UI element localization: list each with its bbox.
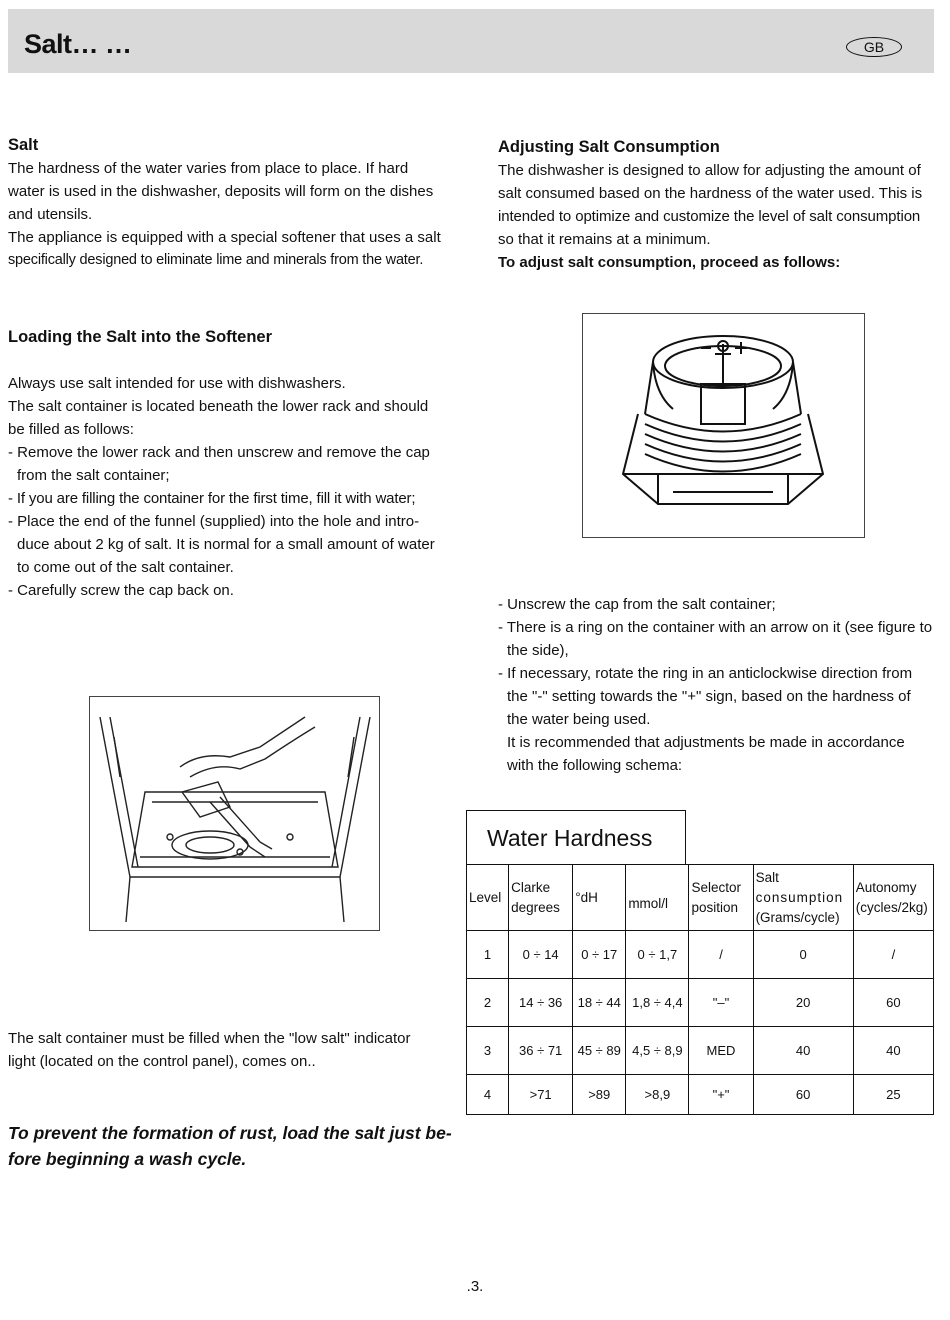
loading-line: Always use salt intended for use with dishwashers. xyxy=(8,375,346,392)
table-row xyxy=(467,1075,934,1115)
adjust-section xyxy=(498,136,942,274)
cell-mmol: 4,5 ÷ 8,9 xyxy=(626,1027,689,1075)
loading-line: to come out of the salt container. xyxy=(17,559,234,576)
salt-line: water is used in the dishwasher, deposits will form on the dishes xyxy=(8,183,434,200)
cell-autonomy: 60 xyxy=(853,979,933,1027)
salt-line: The hardness of the water varies from place to place. If hard xyxy=(8,160,409,177)
indicator-line: light (located on the control panel), comes on.. xyxy=(8,1053,316,1070)
cap-illustration xyxy=(583,314,864,537)
page-header xyxy=(8,9,934,73)
header-salt-1: Salt xyxy=(755,869,779,885)
cell-dh: 0 ÷ 17 xyxy=(573,931,626,979)
table-row xyxy=(467,979,934,1027)
adjust-line: intended to optimize and customize the level of salt consumption xyxy=(498,208,921,225)
table-header-row xyxy=(467,865,934,931)
adjust-heading: Adjusting Salt Consumption xyxy=(498,138,720,156)
table-row xyxy=(467,931,934,979)
cell-selector: "–" xyxy=(689,979,753,1027)
cell-dh: >89 xyxy=(573,1075,626,1115)
cell-autonomy: 25 xyxy=(853,1075,933,1115)
header-salt xyxy=(753,865,853,931)
salt-section xyxy=(8,134,456,272)
salt-heading: Salt xyxy=(8,136,39,154)
step-line: It is recommended that adjustments be made in accordance xyxy=(507,734,905,751)
cell-dh: 45 ÷ 89 xyxy=(573,1027,626,1075)
adjust-line: The dishwasher is designed to allow for adjusting the amount of xyxy=(498,162,921,179)
cell-mmol: >8,9 xyxy=(626,1075,689,1115)
step-line: the water being used. xyxy=(507,711,651,728)
adjust-line: so that it remains at a minimum. xyxy=(498,231,711,248)
cell-clarke: 0 ÷ 14 xyxy=(509,931,573,979)
step-line: with the following schema: xyxy=(507,757,683,774)
loading-line: - Remove the lower rack and then unscrew and remove the cap xyxy=(8,444,430,461)
header-mmol: mmol/l xyxy=(626,865,689,931)
loading-section xyxy=(8,326,456,602)
header-clarke xyxy=(509,865,573,931)
header-autonomy-1: Autonomy xyxy=(855,879,917,895)
cell-dh: 18 ÷ 44 xyxy=(573,979,626,1027)
cell-clarke: 36 ÷ 71 xyxy=(509,1027,573,1075)
salt-line: specifically designed to eliminate lime and minerals from the water. xyxy=(8,252,424,268)
cell-salt: 60 xyxy=(753,1075,853,1115)
step-line: - There is a ring on the container with an arrow on it (see figure to xyxy=(498,619,933,636)
cell-clarke: >71 xyxy=(509,1075,573,1115)
header-selector-1: Selector xyxy=(691,879,741,895)
header-selector-2: position xyxy=(691,899,738,915)
page-number: .3. xyxy=(466,1278,484,1295)
cell-mmol: 1,8 ÷ 4,4 xyxy=(626,979,689,1027)
header-clarke-1: Clarke xyxy=(511,879,551,895)
funnel-illustration xyxy=(90,697,379,930)
loading-line: from the salt container; xyxy=(17,467,170,484)
cell-autonomy: / xyxy=(853,931,933,979)
header-selector xyxy=(689,865,753,931)
loading-line: be filled as follows: xyxy=(8,421,134,438)
loading-line: - If you are filling the container for the first time, fill it with water; xyxy=(8,490,416,507)
cell-salt: 20 xyxy=(753,979,853,1027)
loading-line: - Place the end of the funnel (supplied) into the hole and intro- xyxy=(8,513,420,530)
rust-line: fore beginning a wash cycle. xyxy=(8,1149,247,1169)
cell-selector: "+" xyxy=(689,1075,753,1115)
loading-heading: Loading the Salt into the Softener xyxy=(8,328,272,346)
step-line: the side), xyxy=(507,642,569,659)
header-dh: °dH xyxy=(573,865,626,931)
page-title: Salt… … xyxy=(24,29,132,59)
cell-level: 2 xyxy=(467,979,509,1027)
rust-warning xyxy=(8,1120,456,1172)
header-salt-3: (Grams/cycle) xyxy=(755,909,840,925)
header-autonomy-2: (cycles/2kg) xyxy=(855,899,928,915)
salt-line: The appliance is equipped with a special softener that uses a salt xyxy=(8,229,441,246)
water-hardness-table xyxy=(466,864,934,1115)
salt-cap-figure xyxy=(582,313,865,538)
cell-salt: 40 xyxy=(753,1027,853,1075)
step-line: - Unscrew the cap from the salt container; xyxy=(498,596,776,613)
cell-level: 3 xyxy=(467,1027,509,1075)
loading-line: The salt container is located beneath the lower rack and should xyxy=(8,398,429,415)
cell-clarke: 14 ÷ 36 xyxy=(509,979,573,1027)
adjust-line: salt consumed based on the hardness of the water used. This is xyxy=(498,185,923,202)
rust-line: To prevent the formation of rust, load the salt just be- xyxy=(8,1123,452,1143)
steps-section xyxy=(498,593,942,777)
loading-line: - Carefully screw the cap back on. xyxy=(8,582,234,599)
cell-level: 1 xyxy=(467,931,509,979)
header-clarke-2: degrees xyxy=(511,899,560,915)
loading-line: duce about 2 kg of salt. It is normal for a small amount of water xyxy=(17,536,435,553)
header-autonomy xyxy=(853,865,933,931)
cell-mmol: 0 ÷ 1,7 xyxy=(626,931,689,979)
cell-selector: MED xyxy=(689,1027,753,1075)
step-line: - If necessary, rotate the ring in an anticlockwise direction from xyxy=(498,665,913,682)
header-salt-2: consumption xyxy=(755,889,844,905)
header-level: Level xyxy=(467,865,509,931)
cell-autonomy: 40 xyxy=(853,1027,933,1075)
salt-filling-figure xyxy=(89,696,380,931)
language-badge: GB xyxy=(846,37,902,57)
cell-salt: 0 xyxy=(753,931,853,979)
indicator-section xyxy=(8,1027,456,1073)
water-hardness-title: Water Hardness xyxy=(466,810,686,864)
salt-line: and utensils. xyxy=(8,206,93,223)
proceed-line: To adjust salt consumption, proceed as follows: xyxy=(498,254,841,271)
step-line: the "-" setting towards the "+" sign, based on the hardness of xyxy=(507,688,911,705)
indicator-line: The salt container must be filled when the "low salt" indicator xyxy=(8,1030,411,1047)
table-row xyxy=(467,1027,934,1075)
cell-selector: / xyxy=(689,931,753,979)
cell-level: 4 xyxy=(467,1075,509,1115)
